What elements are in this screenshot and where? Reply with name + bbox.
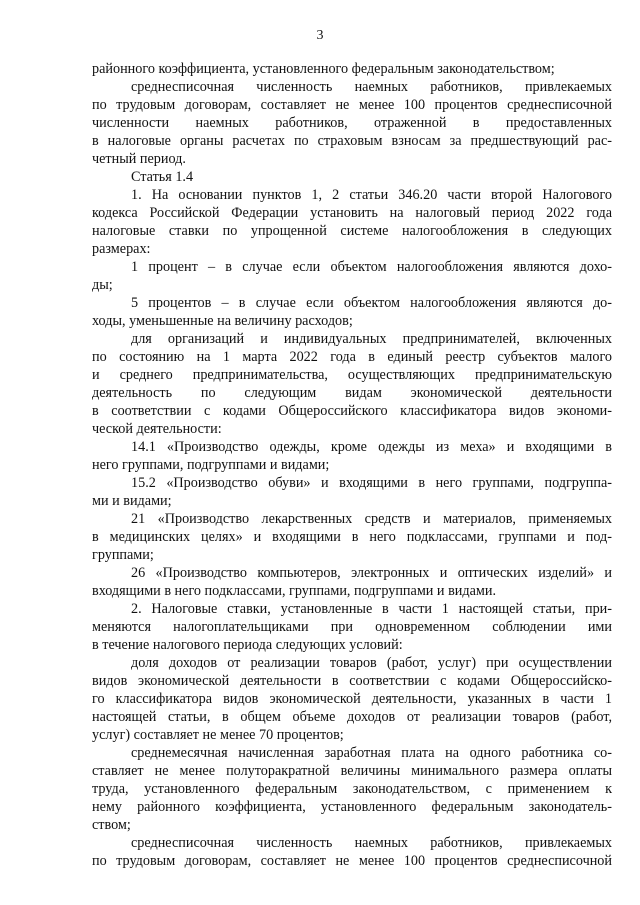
- text-line: в течение налогового периода следующих условий:: [92, 637, 403, 653]
- text-line: по трудовым договорам, составляет не менее 100 процентов среднесписочной: [92, 853, 612, 869]
- text-line: 1 процент – в случае если объектом налогообложения являются дохо-: [131, 259, 612, 275]
- text-line: доля доходов от реализации товаров (работ, услуг) при осуществлении: [131, 655, 612, 671]
- text-line: и среднего предпринимательства, осуществляющих предпринимательскую: [92, 367, 612, 383]
- text-line: для организаций и индивидуальных предпринимателей, включенных: [131, 331, 612, 347]
- text-line: группами;: [92, 547, 154, 563]
- text-line: в налоговые органы расчетах по страховым взносам за предшествующий рас-: [92, 133, 612, 149]
- text-line: по трудовым договорам, составляет не менее 100 процентов среднесписочной: [92, 97, 612, 113]
- text-line: труда, установленного федеральным законодательством, с применением к: [92, 781, 612, 797]
- text-line: ческой деятельности:: [92, 421, 222, 437]
- text-line: размерах:: [92, 241, 151, 257]
- text-line: кодекса Российской Федерации установить на налоговый период 2022 года: [92, 205, 612, 221]
- text-line: 5 процентов – в случае если объектом налогообложения являются до-: [131, 295, 612, 311]
- text-line: ством;: [92, 817, 131, 833]
- text-line: услуг) составляет не менее 70 процентов;: [92, 727, 344, 743]
- text-line: в соответствии с кодами Общероссийского классификатора видов экономи-: [92, 403, 612, 419]
- text-line: 1. На основании пунктов 1, 2 статьи 346.20 части второй Налогового: [131, 187, 612, 203]
- text-line: Статья 1.4: [131, 169, 194, 185]
- text-line: четный период.: [92, 151, 186, 167]
- text-line: по состоянию на 1 марта 2022 года в единый реестр субъектов малого: [92, 349, 612, 365]
- text-line: численности наемных работников, отраженной в предоставленных: [92, 115, 612, 131]
- text-line: го классификатора видов экономической деятельности, указанных в части 1: [92, 691, 612, 707]
- text-line: среднесписочная численность наемных работников, привлекаемых: [131, 835, 612, 851]
- text-line: среднемесячная начисленная заработная плата на одного работника со-: [131, 745, 612, 761]
- text-line: ставляет не менее полуторакратной величины минимального размера оплаты: [92, 763, 612, 779]
- text-line: районного коэффициента, установленного федеральным законодательством;: [92, 61, 555, 77]
- text-line: ходы, уменьшенные на величину расходов;: [92, 313, 353, 329]
- text-line: налоговые ставки по упрощенной системе налогообложения в следующих: [92, 223, 612, 239]
- text-line: ды;: [92, 277, 113, 293]
- text-line: 26 «Производство компьютеров, электронных и оптических изделий» и: [131, 565, 612, 581]
- text-line: ми и видами;: [92, 493, 172, 509]
- text-line: видов экономической деятельности в соответствии с кодами Общероссийско-: [92, 673, 612, 689]
- text-line: меняются налогоплательщиками при одновременном соблюдении ими: [92, 619, 612, 635]
- page-number: 3: [316, 28, 324, 43]
- text-line: в медицинских целях» и входящими в него подклассами, группами и под-: [92, 529, 612, 545]
- text-line: входящими в него подклассами, группами, подгруппами и видами.: [92, 583, 496, 599]
- text-line: настоящей статьи, в общем объеме доходов от реализации товаров (работ,: [92, 709, 612, 725]
- text-line: 14.1 «Производство одежды, кроме одежды из меха» и входящими в: [131, 439, 612, 455]
- text-line: него группами, подгруппами и видами;: [92, 457, 330, 473]
- text-line: 21 «Производство лекарственных средств и материалов, применяемых: [131, 511, 612, 527]
- text-line: 2. Налоговые ставки, установленные в части 1 настоящей статьи, при-: [131, 601, 612, 617]
- text-line: нему районного коэффициента, установленного федеральным законодатель-: [92, 799, 612, 815]
- text-line: 15.2 «Производство обуви» и входящими в него группами, подгруппа-: [131, 475, 612, 491]
- text-line: деятельность по следующим видам экономической деятельности: [92, 385, 612, 401]
- text-line: среднесписочная численность наемных работников, привлекаемых: [131, 79, 612, 95]
